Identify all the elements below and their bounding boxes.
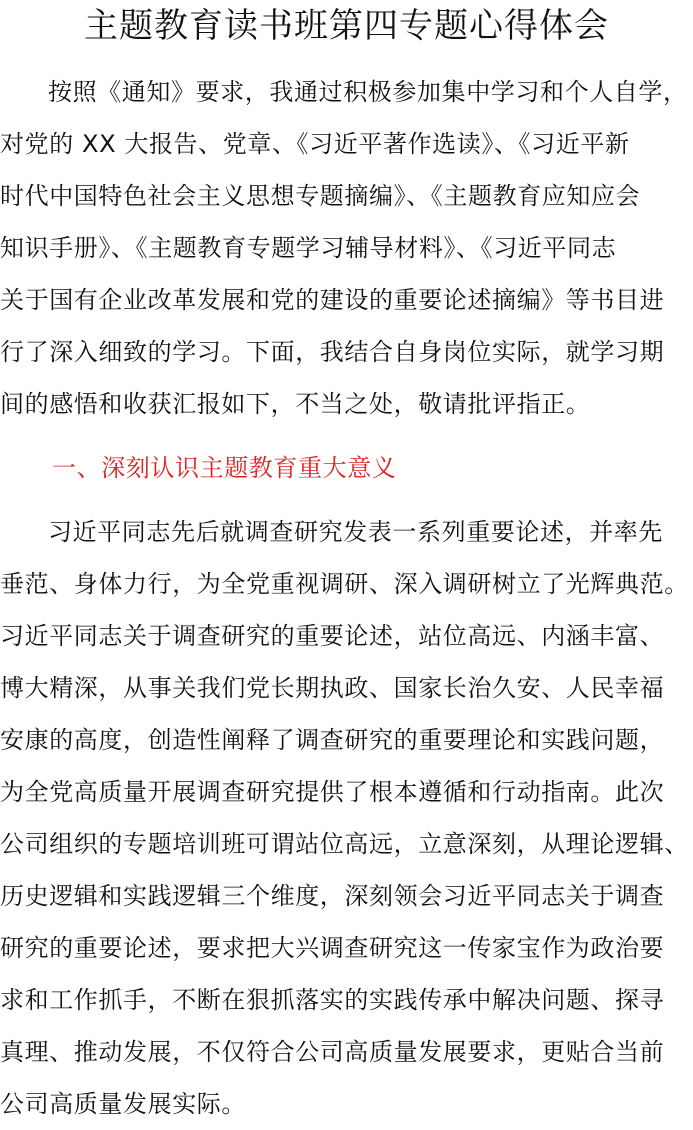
paragraph-line: 行了深入细致的学习。下面，我结合自身岗位实际，就学习期	[0, 338, 665, 366]
paragraph-line: 习近平同志先后就调查研究发表一系列重要论述，并率先	[48, 518, 663, 546]
paragraph-line: 公司高质量发展实际。	[0, 1090, 246, 1118]
paragraph-line: 间的感悟和收获汇报如下，不当之处，敬请批评指正。	[0, 390, 591, 418]
paragraph-line: 对党的 XX 大报告、党章、《习近平著作选读》、《习近平新	[0, 130, 630, 158]
paragraph-line: 为全党高质量开展调查研究提供了根本遵循和行动指南。此次	[0, 778, 665, 806]
paragraph-line: 真理、推动发展，不仅符合公司高质量发展要求，更贴合当前	[0, 1038, 665, 1066]
document-title: 主题教育读书班第四专题心得体会	[84, 6, 609, 46]
paragraph-line: 研究的重要论述，要求把大兴调查研究这一传家宝作为政治要	[0, 934, 665, 962]
paragraph-intro	[0, 66, 693, 430]
paragraph-line: 公司组织的专题培训班可谓站位高远，立意深刻，从理论逻辑、	[0, 830, 689, 858]
paragraph-line: 关于国有企业改革发展和党的建设的重要论述摘编》等书目进	[0, 286, 665, 314]
paragraph-section1	[0, 506, 693, 1130]
paragraph-line: 按照《通知》要求，我通过积极参加集中学习和个人自学，	[48, 78, 688, 106]
paragraph-line: 习近平同志关于调查研究的重要论述，站位高远、内涵丰富、	[0, 622, 665, 650]
paragraph-line: 垂范、身体力行，为全党重视调研、深入调研树立了光辉典范。	[0, 570, 689, 598]
paragraph-line: 知识手册》、《主题教育专题学习辅导材料》、《习近平同志	[0, 234, 617, 262]
paragraph-line: 求和工作抓手，不断在狠抓落实的实践传承中解决问题、探寻	[0, 986, 665, 1014]
paragraph-line: 历史逻辑和实践逻辑三个维度，深刻领会习近平同志关于调查	[0, 882, 665, 910]
paragraph-line: 安康的高度，创造性阐释了调查研究的重要理论和实践问题，	[0, 726, 665, 754]
section-heading: 一、深刻认识主题教育重大意义	[52, 454, 397, 482]
paragraph-line: 时代中国特色社会主义思想专题摘编》、《主题教育应知应会	[0, 182, 641, 210]
paragraph-line: 博大精深，从事关我们党长期执政、国家长治久安、人民幸福	[0, 674, 665, 702]
